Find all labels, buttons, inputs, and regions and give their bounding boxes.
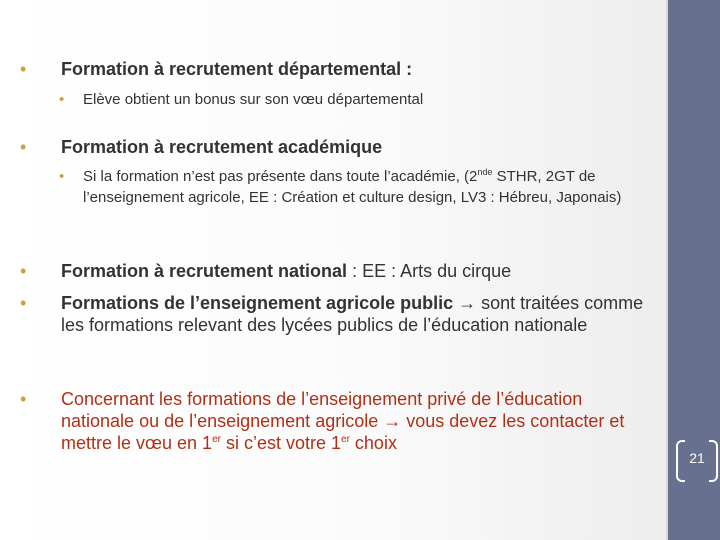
bullet-national: [20, 260, 650, 282]
page-number: 21: [689, 450, 705, 466]
bullet-agricole-public: [20, 292, 650, 336]
sub-bullet-text: Si la formation n’est pas présente dans toute l’académie, (2nde STHR, 2GT de l’enseignement agricole, EE : Création et culture design, LV3 : Hébreu, Japonais): [83, 167, 622, 206]
bullet-dot-icon: •: [20, 389, 27, 409]
bullet-title: Formation à recrutement national: [61, 261, 348, 281]
bullet-title: Formations de l’enseignement agricole public: [61, 293, 454, 313]
bullet-dot-icon: •: [20, 293, 27, 313]
sub-bullet-bonus: [59, 89, 659, 110]
bullet-text: sont traitées comme les formations relevant des lycées publics de l’éducation nationale: [61, 293, 644, 335]
bullet-dot-icon: •: [20, 137, 27, 157]
bullet-title: Formation à recrutement départemental :: [61, 59, 413, 79]
arrow-right-icon: →: [458, 293, 477, 313]
bullet-text: : EE : Arts du cirque: [347, 261, 512, 281]
bullet-academique: [20, 136, 650, 158]
arrow-right-icon: →: [383, 411, 402, 431]
bullet-dot-icon: •: [59, 91, 65, 108]
bullet-dot-icon: •: [59, 168, 65, 185]
bullet-dot-icon: •: [20, 59, 27, 79]
sub-bullet-text: Elève obtient un bonus sur son vœu départemental: [83, 91, 424, 108]
bullet-text: Concernant les formations de l’enseignement privé de l’éducation nationale ou de l’enseignement agricole → vous devez les contacter et mettre le vœu en 1er si c’est votre 1er choix: [61, 389, 625, 453]
bullet-title: Formation à recrutement académique: [61, 137, 383, 157]
page-number-box: [676, 440, 718, 482]
sub-bullet-academie: [59, 166, 649, 208]
bullet-dot-icon: •: [20, 261, 27, 281]
bullet-prive: [20, 388, 650, 454]
bullet-departemental: [20, 58, 650, 80]
